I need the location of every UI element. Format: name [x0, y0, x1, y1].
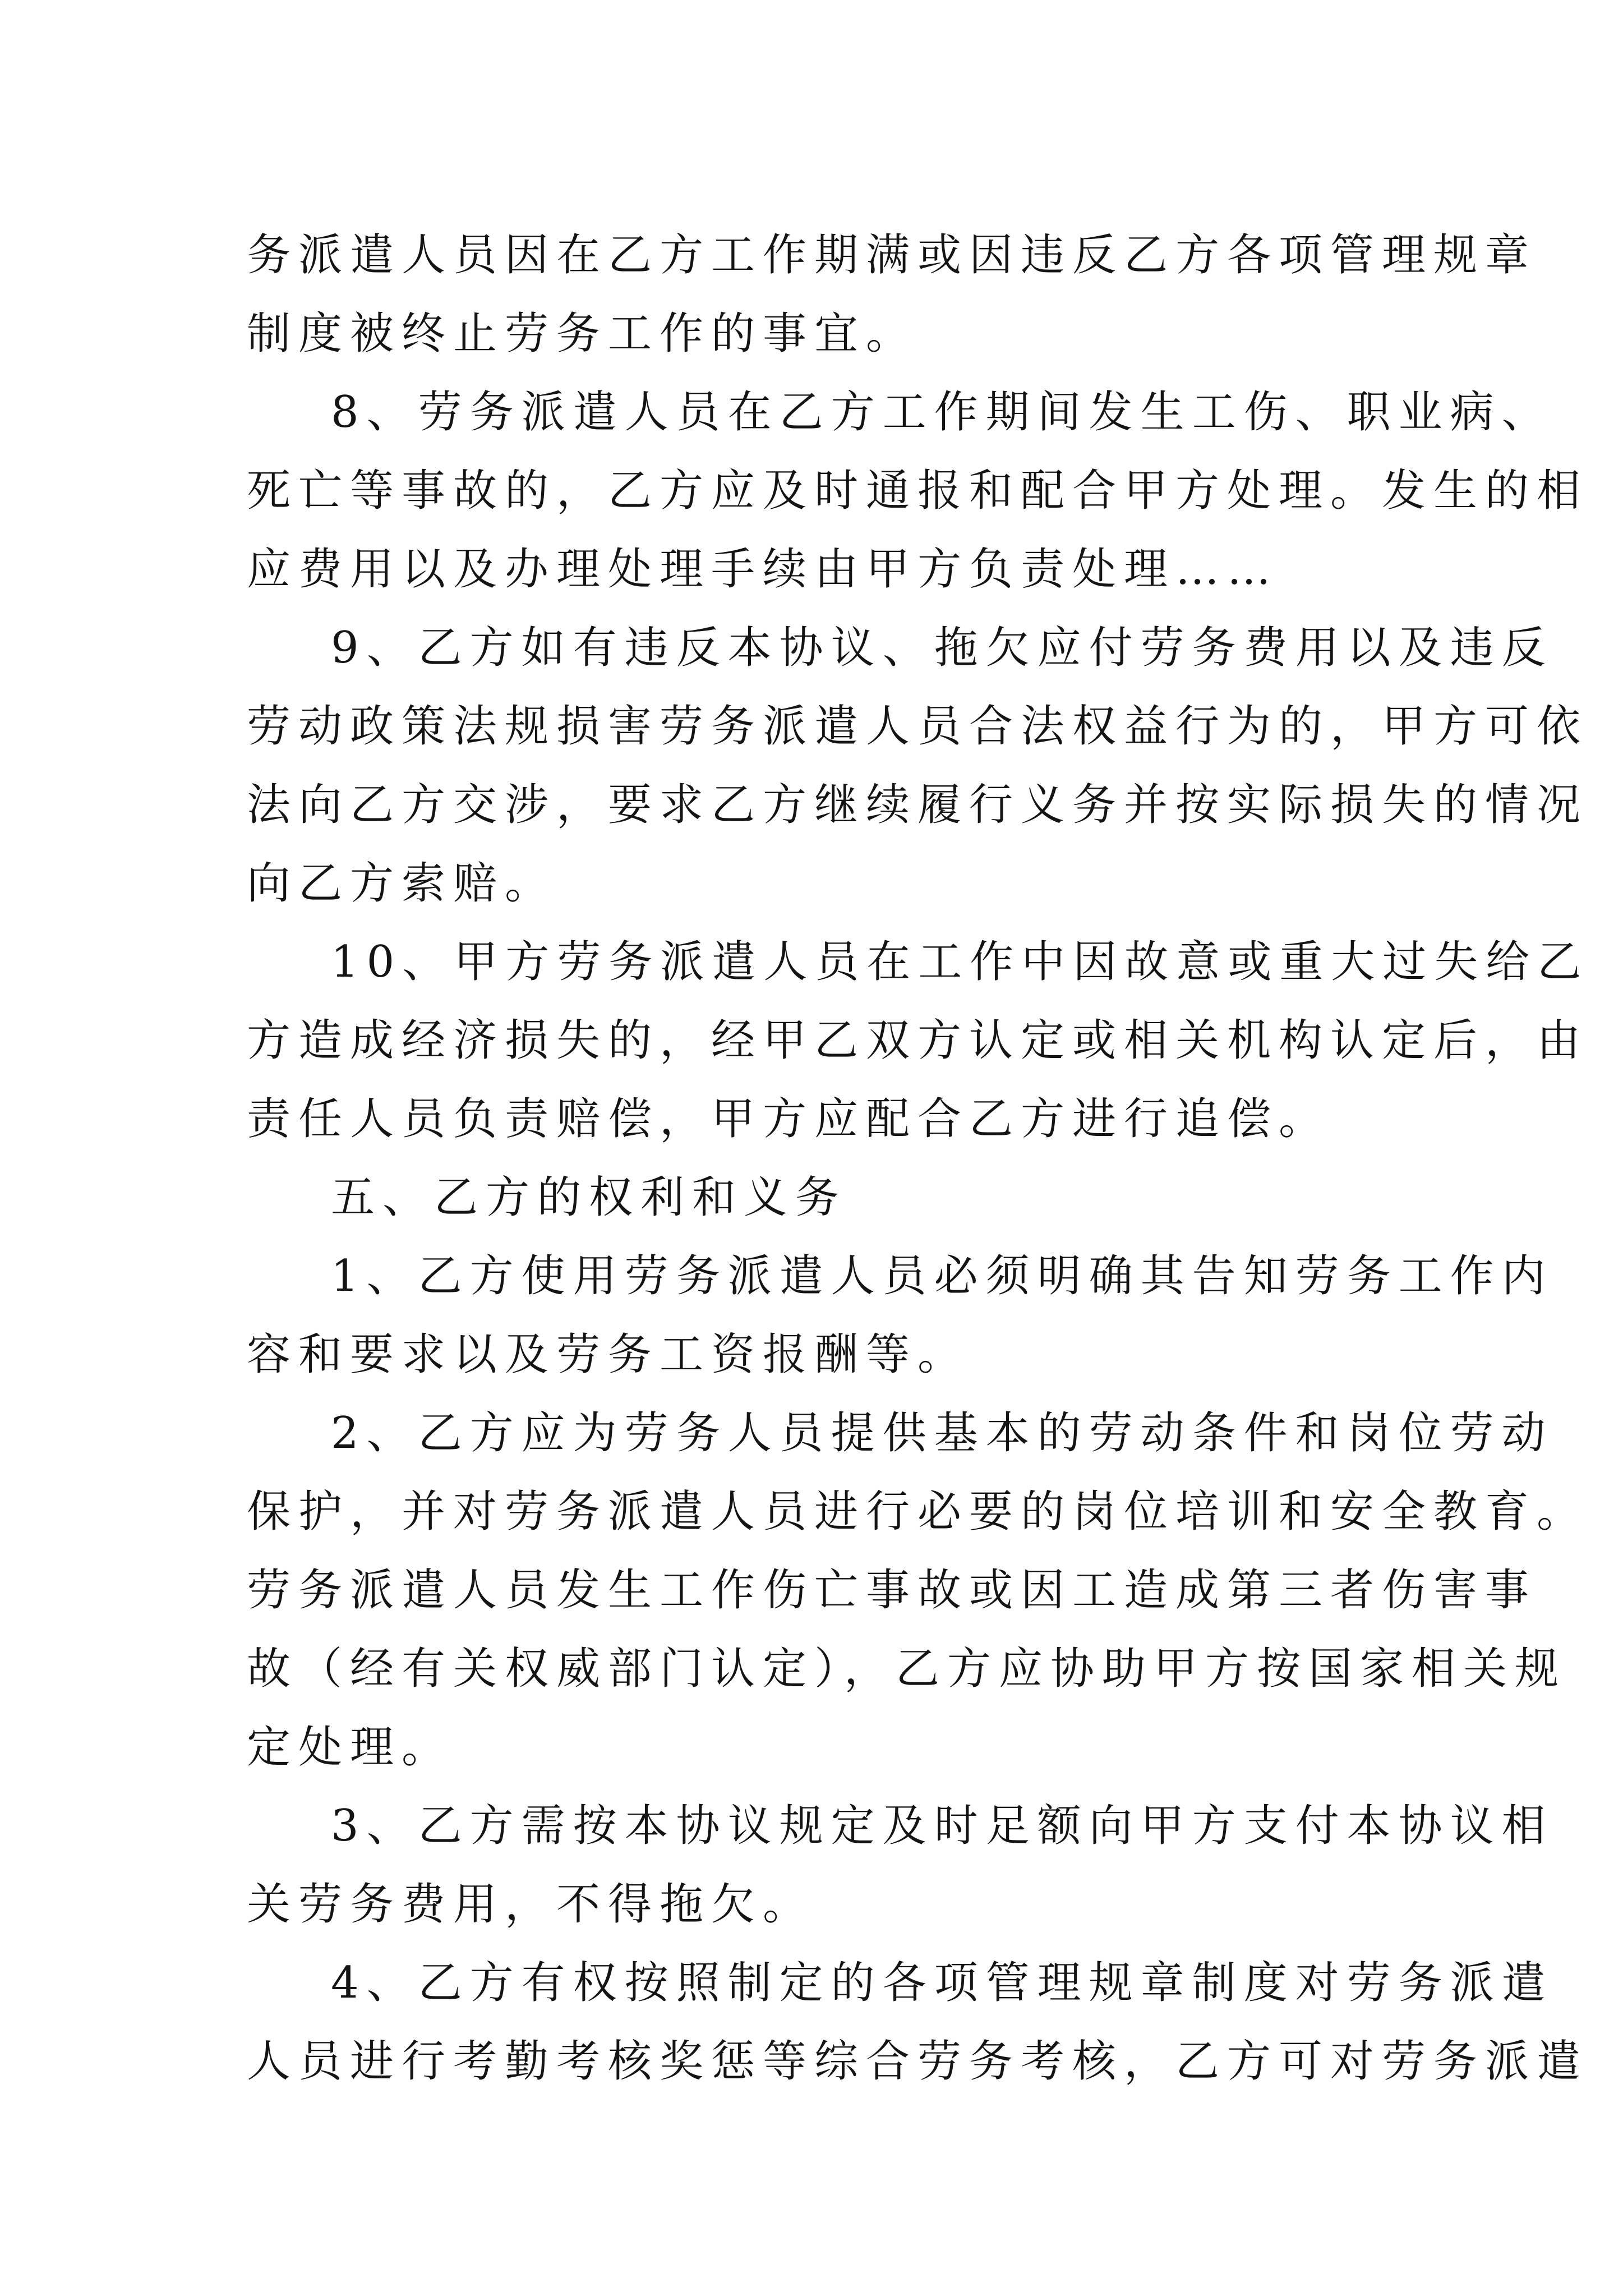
text-line: 保护，并对劳务派遣人员进行必要的岗位培训和安全教育。: [247, 1487, 1589, 1537]
text-line: 2、乙方应为劳务人员提供基本的劳动条件和岗位劳动: [331, 1408, 1553, 1458]
text-line: 应费用以及办理处理手续由甲方负责处理……: [247, 544, 1279, 595]
text-line: 责任人员负责赔偿，甲方应配合乙方进行追偿。: [247, 1094, 1331, 1144]
text-line: 关劳务费用，不得拖欠。: [247, 1879, 815, 1930]
text-line: 9、乙方如有违反本协议、拖欠应付劳务费用以及违反: [331, 623, 1553, 673]
text-line: 制度被终止劳务工作的事宜。: [247, 309, 918, 359]
text-line: 法向乙方交涉，要求乙方继续履行义务并按实际损失的情况: [247, 780, 1589, 830]
text-line: 死亡等事故的，乙方应及时通报和配合甲方处理。发生的相: [247, 466, 1589, 516]
text-line: 4、乙方有权按照制定的各项管理规章制度对劳务派遣: [331, 1958, 1553, 2008]
text-line: 务派遣人员因在乙方工作期满或因违反乙方各项管理规章: [247, 230, 1537, 280]
text-line: 人员进行考勤考核奖惩等综合劳务考核，乙方可对劳务派遣: [247, 2036, 1589, 2087]
text-line: 容和要求以及劳务工资报酬等。: [247, 1329, 970, 1380]
section-heading: 五、乙方的权利和义务: [331, 1172, 847, 1223]
text-line: 1、乙方使用劳务派遣人员必须明确其告知劳务工作内: [331, 1251, 1553, 1301]
text-line: 向乙方索赔。: [247, 858, 557, 909]
text-line: 方造成经济损失的，经甲乙双方认定或相关机构认定后，由: [247, 1015, 1589, 1066]
text-line: 3、乙方需按本协议规定及时足额向甲方支付本协议相: [331, 1801, 1553, 1851]
text-line: 10、甲方劳务派遣人员在工作中因故意或重大过失给乙: [331, 937, 1589, 987]
text-line: 定处理。: [247, 1722, 454, 1773]
text-line: 劳务派遣人员发生工作伤亡事故或因工造成第三者伤害事: [247, 1565, 1537, 1616]
text-line: 劳动政策法规损害劳务派遣人员合法权益行为的，甲方可依: [247, 701, 1589, 752]
text-line: 故（经有关权威部门认定），乙方应协助甲方按国家相关规: [247, 1644, 1567, 1694]
text-line: 8、劳务派遣人员在乙方工作期间发生工伤、职业病、: [331, 387, 1553, 438]
document-body: [247, 216, 1589, 2101]
